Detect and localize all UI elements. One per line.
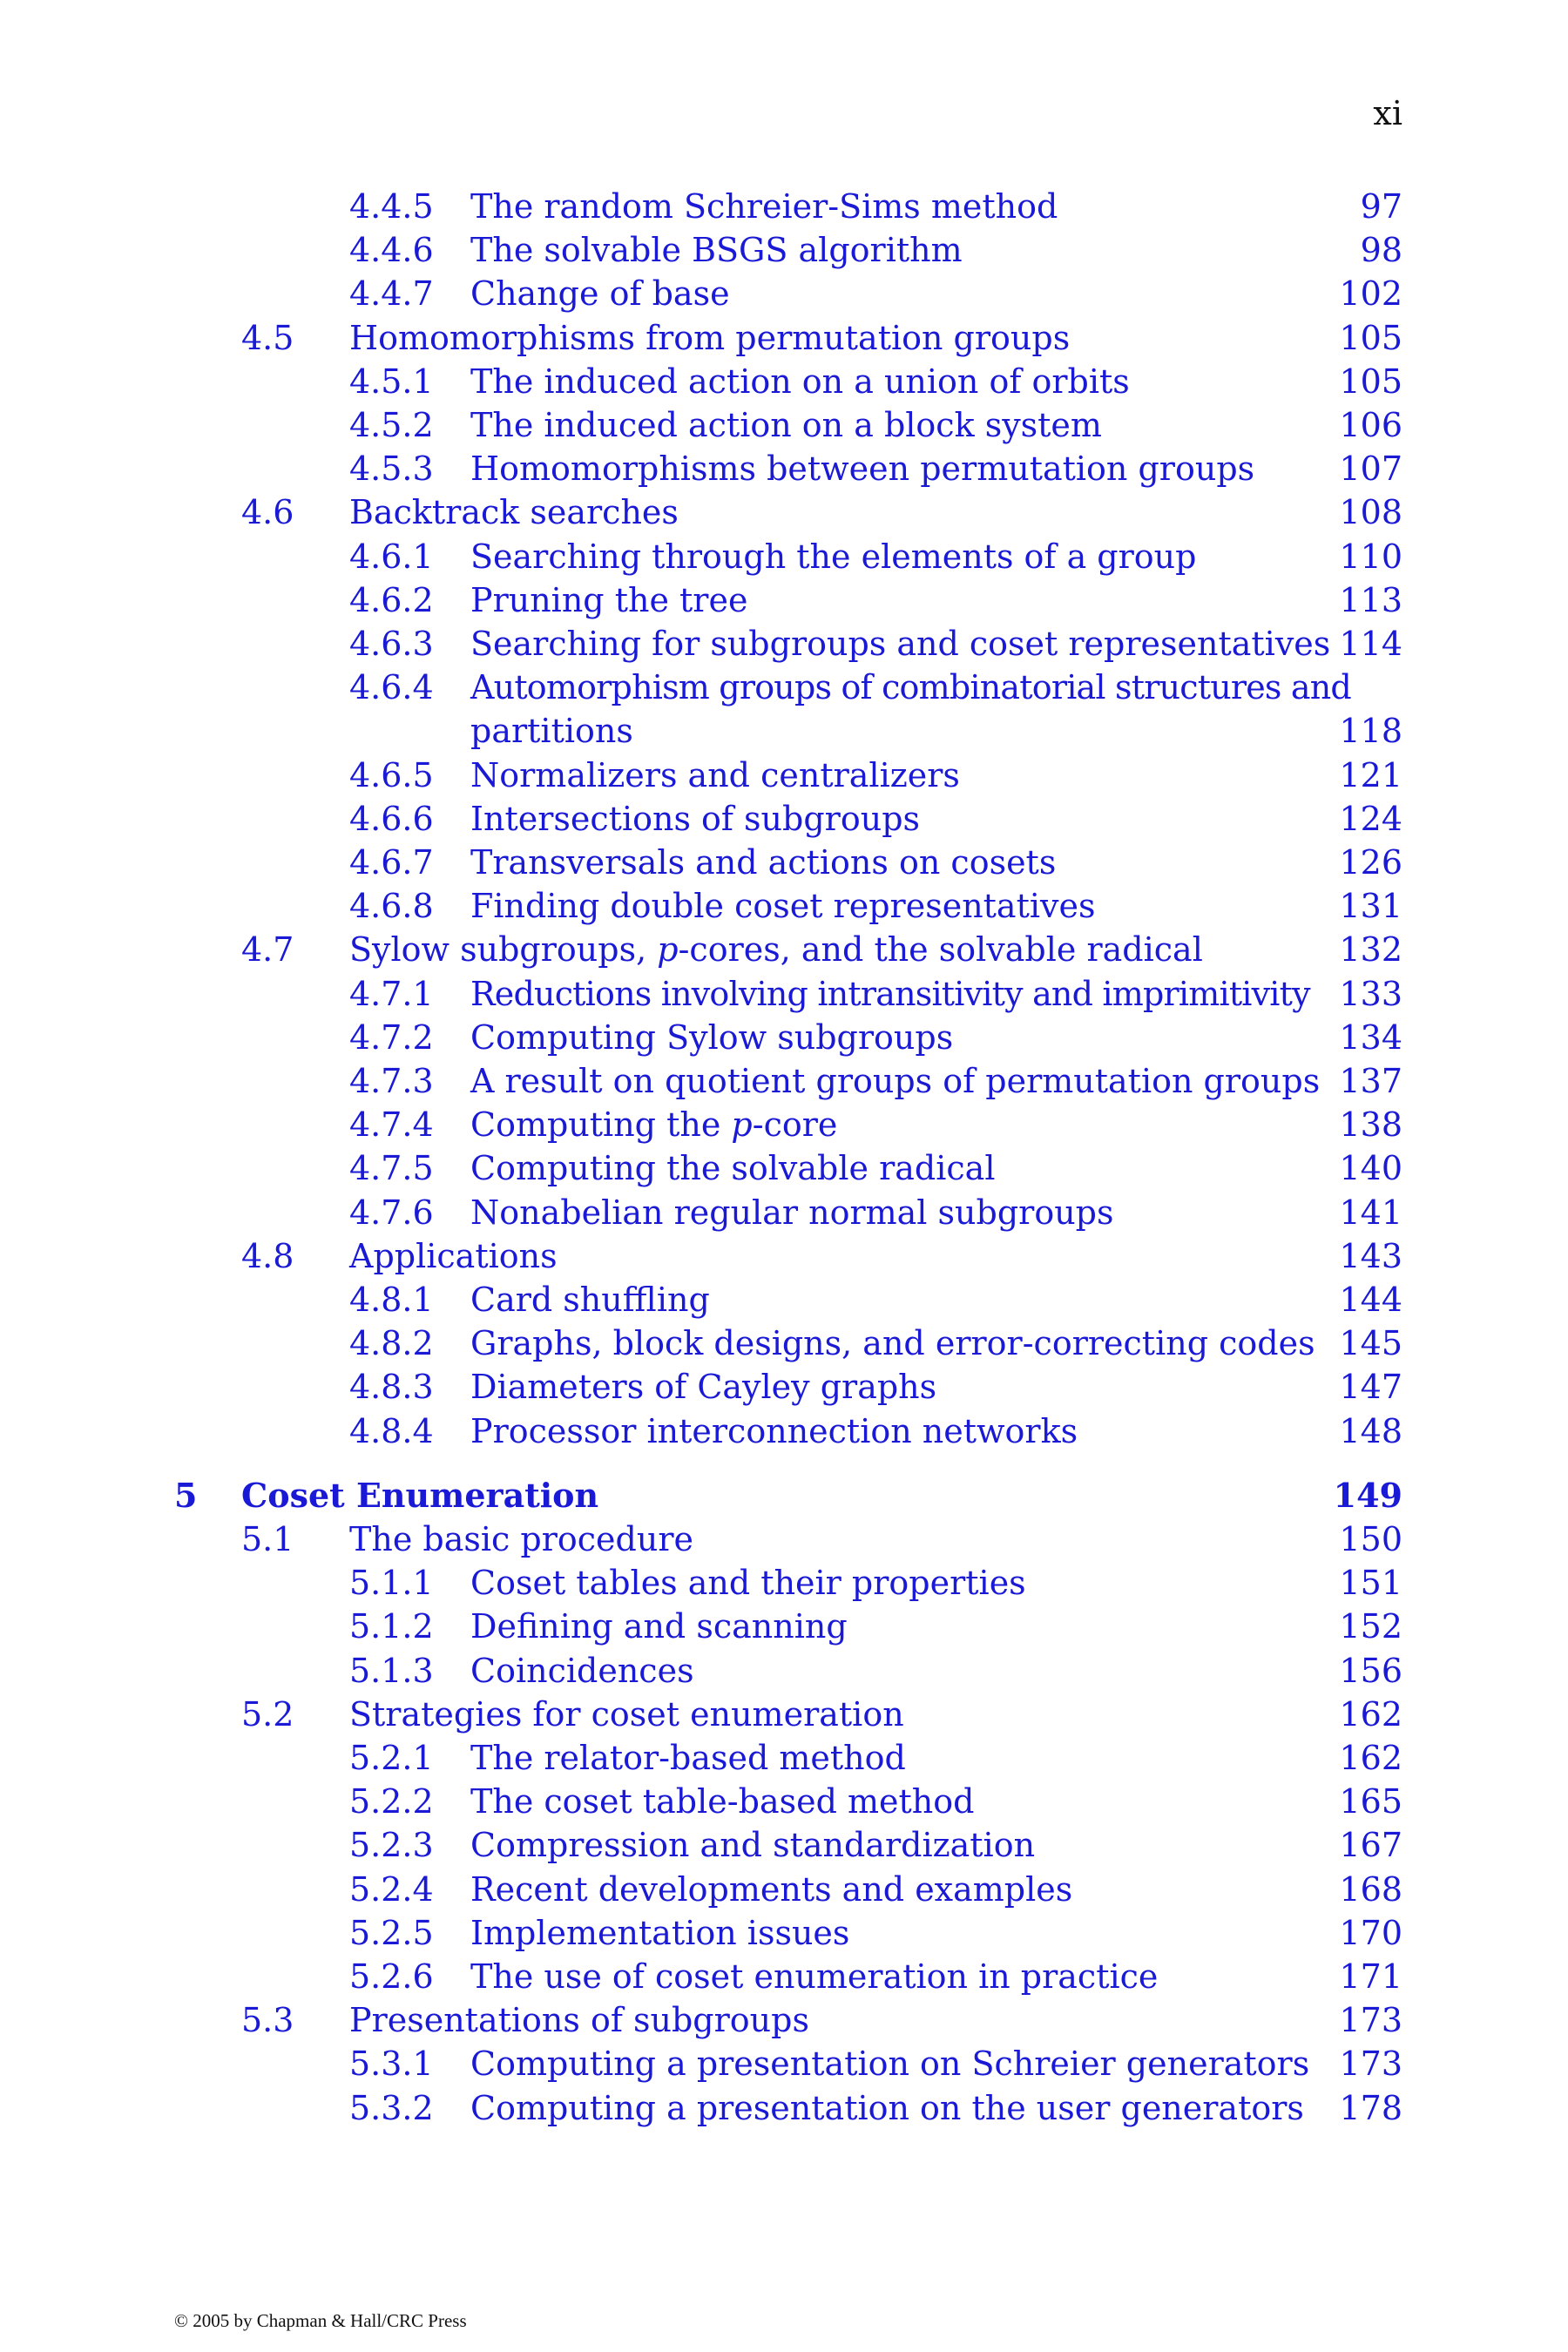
toc-subsection-entry[interactable] <box>0 1868 1568 1911</box>
toc-entry-number: 4.6.5 <box>349 756 434 794</box>
toc-entry-page: 152 <box>1339 1607 1402 1646</box>
toc-subsection-entry[interactable] <box>0 1649 1568 1693</box>
toc-entry-page: 140 <box>1339 1149 1402 1187</box>
toc-subsection-entry[interactable] <box>0 972 1568 1016</box>
toc-subsection-entry[interactable] <box>0 1736 1568 1780</box>
toc-subsection-entry[interactable] <box>0 535 1568 578</box>
toc-entry-title: Card shuffling <box>470 1281 710 1319</box>
toc-entry-number: 4.5.3 <box>349 449 434 488</box>
toc-entry-number: 5.1 <box>241 1520 294 1558</box>
toc-entry-number: 5.2.3 <box>349 1826 434 1864</box>
toc-entry-page: 106 <box>1339 406 1402 444</box>
toc-entry-page: 143 <box>1339 1237 1402 1275</box>
toc-entry-number: 4.7.5 <box>349 1149 434 1187</box>
toc-entry-page: 131 <box>1339 887 1402 925</box>
toc-subsection-entry[interactable] <box>0 1561 1568 1605</box>
toc-subsection-entry[interactable] <box>0 1321 1568 1365</box>
toc-section-entry[interactable] <box>0 1517 1568 1561</box>
toc-entry-number: 4.8.1 <box>349 1281 434 1319</box>
toc-entry-title: Reductions involving intransitivity and imprimitivity <box>470 975 1310 1013</box>
toc-entry-page: 137 <box>1339 1062 1402 1100</box>
toc-entry-page: 156 <box>1339 1652 1402 1690</box>
toc-subsection-entry[interactable] <box>0 1365 1568 1409</box>
toc-entry-title: partitions <box>470 712 633 750</box>
toc-entry-title: Strategies for coset enumeration <box>349 1695 904 1734</box>
toc-entry-title: Computing the solvable radical <box>470 1149 996 1187</box>
toc-entry-number: 4.6.3 <box>349 625 434 663</box>
toc-entry-page: 98 <box>1360 231 1402 269</box>
toc-entry-page: 110 <box>1339 537 1402 576</box>
toc-entry-number: 4.7.4 <box>349 1105 434 1144</box>
toc-entry-title: Change of base <box>470 274 730 313</box>
toc-entry-number: 4.7.6 <box>349 1193 434 1232</box>
toc-subsection-entry[interactable] <box>0 2086 1568 2130</box>
toc-entry-title: Coset tables and their properties <box>470 1564 1026 1602</box>
toc-entry-number: 4.8.4 <box>349 1412 434 1450</box>
toc-entry-page: 162 <box>1339 1695 1402 1734</box>
toc-entry-title: A result on quotient groups of permutation groups <box>470 1062 1321 1100</box>
toc-entry-title: Sylow subgroups, p-cores, and the solvable radical <box>349 930 1203 969</box>
toc-subsection-entry[interactable] <box>0 185 1568 228</box>
toc-entry-number: 4.8.2 <box>349 1324 434 1362</box>
toc-section-entry[interactable] <box>0 928 1568 971</box>
toc-entry-page: 105 <box>1339 362 1402 401</box>
toc-entry-page: 126 <box>1339 843 1402 882</box>
toc-chapter-entry[interactable] <box>0 1474 1568 1517</box>
toc-entry-page: 162 <box>1339 1739 1402 1777</box>
toc-entry-number: 5.1.2 <box>349 1607 434 1646</box>
toc-entry-page: 167 <box>1339 1826 1402 1864</box>
toc-entry-title: Computing a presentation on the user generators <box>470 2089 1304 2127</box>
toc-entry-title: Compression and standardization <box>470 1826 1036 1864</box>
toc-entry-number: 5.1.1 <box>349 1564 434 1602</box>
toc-entry-title: The induced action on a union of orbits <box>470 362 1130 401</box>
toc-entry-page: 97 <box>1360 187 1402 226</box>
toc-subsection-entry[interactable] <box>0 403 1568 447</box>
toc-section-entry[interactable] <box>0 1998 1568 2042</box>
toc-entry-number: 5 <box>174 1476 198 1515</box>
toc-entry-number: 4.8 <box>241 1237 294 1275</box>
toc-entry-number: 4.4.7 <box>349 274 434 313</box>
toc-entry-page: 113 <box>1339 581 1402 619</box>
toc-entry-number: 4.6.7 <box>349 843 434 882</box>
toc-entry-title: Computing the p-core <box>470 1105 838 1144</box>
toc-entry-page: 170 <box>1339 1914 1402 1952</box>
toc-subsection-entry[interactable] <box>0 666 1568 709</box>
toc-entry-page: 145 <box>1339 1324 1402 1362</box>
toc-entry-page: 173 <box>1339 2001 1402 2039</box>
toc-entry-page: 141 <box>1339 1193 1402 1232</box>
toc-entry-number: 5.2.5 <box>349 1914 434 1952</box>
toc-entry-page: 173 <box>1339 2044 1402 2083</box>
toc-entry-page: 168 <box>1339 1870 1402 1909</box>
toc-subsection-entry[interactable] <box>0 622 1568 666</box>
toc-entry-title: Computing Sylow subgroups <box>470 1018 954 1057</box>
toc-entry-page: 149 <box>1333 1476 1402 1515</box>
toc-section-entry[interactable] <box>0 490 1568 534</box>
toc-entry-number: 5.3 <box>241 2001 294 2039</box>
toc-entry-page: 132 <box>1339 930 1402 969</box>
toc-section-entry[interactable] <box>0 1234 1568 1278</box>
toc-entry-number: 4.7.2 <box>349 1018 434 1057</box>
toc-entry-title: The solvable BSGS algorithm <box>470 231 963 269</box>
toc-entry-title: Computing a presentation on Schreier generators <box>470 2044 1310 2083</box>
toc-entry-title: Automorphism groups of combinatorial structures and <box>470 668 1351 706</box>
toc-entry-page: 138 <box>1339 1105 1402 1144</box>
toc-subsection-entry[interactable] <box>0 1780 1568 1823</box>
toc-subsection-entry[interactable] <box>0 884 1568 928</box>
toc-entry-number: 5.2.6 <box>349 1957 434 1996</box>
toc-entry-number: 5.2 <box>241 1695 294 1734</box>
toc-entry-number: 4.4.6 <box>349 231 434 269</box>
toc-entry-title: Searching through the elements of a group <box>470 537 1197 576</box>
toc-entry-title: The relator-based method <box>470 1739 906 1777</box>
toc-subsection-entry[interactable] <box>0 1911 1568 1955</box>
toc-subsection-entry[interactable] <box>0 754 1568 797</box>
toc-entry-title: Homomorphisms between permutation groups <box>470 449 1255 488</box>
toc-entry-number: 4.6.2 <box>349 581 434 619</box>
toc-entry-number: 5.2.2 <box>349 1782 434 1821</box>
toc-subsection-entry[interactable] <box>0 1146 1568 1190</box>
toc-entry-number: 4.8.3 <box>349 1368 434 1406</box>
toc-subsection-entry[interactable] <box>0 228 1568 272</box>
toc-subsection-entry[interactable] <box>0 1955 1568 1998</box>
toc-entry-number: 4.6.4 <box>349 668 434 706</box>
toc-entry-page: 178 <box>1339 2089 1402 2127</box>
toc-entry-page: 151 <box>1339 1564 1402 1602</box>
toc-entry-number: 4.6 <box>241 493 294 531</box>
toc-entry-page: 150 <box>1339 1520 1402 1558</box>
toc-entry-title: Searching for subgroups and coset representatives <box>470 625 1331 663</box>
toc-entry-title: The coset table-based method <box>470 1782 975 1821</box>
toc-entry-page: 124 <box>1339 800 1402 838</box>
page-number: xi <box>1373 94 1402 132</box>
toc-entry-page: 165 <box>1339 1782 1402 1821</box>
toc-entry-page: 133 <box>1339 975 1402 1013</box>
toc-entry-page: 121 <box>1339 756 1402 794</box>
toc-entry-title: Normalizers and centralizers <box>470 756 960 794</box>
toc-subsection-entry[interactable] <box>0 1823 1568 1867</box>
toc-entry-page: 102 <box>1339 274 1402 313</box>
toc-entry-page: 171 <box>1339 1957 1402 1996</box>
toc-entry-title: Recent developments and examples <box>470 1870 1073 1909</box>
toc-entry-continuation[interactable] <box>0 709 1568 753</box>
copyright-footer: © 2005 by Chapman & Hall/CRC Press <box>174 2310 467 2331</box>
toc-entry-page: 107 <box>1339 449 1402 488</box>
toc-subsection-entry[interactable] <box>0 360 1568 403</box>
toc-entry-number: 4.5.2 <box>349 406 434 444</box>
toc-entry-number: 4.6.1 <box>349 537 434 576</box>
toc-entry-page: 148 <box>1339 1412 1402 1450</box>
toc-entry-page: 118 <box>1339 712 1402 750</box>
toc-entry-page: 134 <box>1339 1018 1402 1057</box>
toc-entry-title: Transversals and actions on cosets <box>470 843 1057 882</box>
toc-entry-title: Implementation issues <box>470 1914 850 1952</box>
toc-subsection-entry[interactable] <box>0 1059 1568 1103</box>
toc-subsection-entry[interactable] <box>0 2042 1568 2085</box>
toc-entry-number: 4.5.1 <box>349 362 434 401</box>
toc-entry-number: 5.3.1 <box>349 2044 434 2083</box>
toc-entry-title: Diameters of Cayley graphs <box>470 1368 937 1406</box>
toc-subsection-entry[interactable] <box>0 1016 1568 1059</box>
toc-entry-title: Presentations of subgroups <box>349 2001 809 2039</box>
toc-entry-number: 4.6.6 <box>349 800 434 838</box>
toc-subsection-entry[interactable] <box>0 1278 1568 1321</box>
toc-entry-number: 5.2.1 <box>349 1739 434 1777</box>
toc-entry-page: 105 <box>1339 319 1402 357</box>
toc-entry-title: Coincidences <box>470 1652 694 1690</box>
toc-subsection-entry[interactable] <box>0 272 1568 315</box>
toc-subsection-entry[interactable] <box>0 1103 1568 1146</box>
toc-entry-number: 4.7.1 <box>349 975 434 1013</box>
toc-entry-page: 147 <box>1339 1368 1402 1406</box>
toc-subsection-entry[interactable] <box>0 797 1568 841</box>
toc-entry-title: The use of coset enumeration in practice <box>470 1957 1159 1996</box>
toc-entry-number: 5.3.2 <box>349 2089 434 2127</box>
toc-entry-title: Finding double coset representatives <box>470 887 1096 925</box>
toc-entry-title: The basic procedure <box>349 1520 693 1558</box>
toc-entry-title: Intersections of subgroups <box>470 800 921 838</box>
toc-entry-page: 114 <box>1339 625 1402 663</box>
toc-entry-title: The induced action on a block system <box>470 406 1102 444</box>
toc-entry-title: Homomorphisms from permutation groups <box>349 319 1071 357</box>
toc-subsection-entry[interactable] <box>0 578 1568 622</box>
toc-subsection-entry[interactable] <box>0 1191 1568 1234</box>
toc-entry-title: Nonabelian regular normal subgroups <box>470 1193 1114 1232</box>
toc-entry-title: Defining and scanning <box>470 1607 848 1646</box>
toc-entry-number: 4.4.5 <box>349 187 434 226</box>
toc-entry-title: Processor interconnection networks <box>470 1412 1078 1450</box>
toc-subsection-entry[interactable] <box>0 1409 1568 1453</box>
toc-entry-number: 4.7.3 <box>349 1062 434 1100</box>
toc-entry-title: Coset Enumeration <box>241 1476 599 1515</box>
toc-entry-number: 5.1.3 <box>349 1652 434 1690</box>
toc-section-entry[interactable] <box>0 316 1568 360</box>
toc-entry-number: 4.5 <box>241 319 294 357</box>
toc-subsection-entry[interactable] <box>0 447 1568 490</box>
toc-section-entry[interactable] <box>0 1693 1568 1736</box>
toc-entry-title: Backtrack searches <box>349 493 679 531</box>
toc-entry-title: Pruning the tree <box>470 581 748 619</box>
toc-entry-number: 5.2.4 <box>349 1870 434 1909</box>
toc-subsection-entry[interactable] <box>0 1605 1568 1648</box>
toc-entry-number: 4.7 <box>241 930 294 969</box>
toc-subsection-entry[interactable] <box>0 841 1568 884</box>
toc-entry-page: 108 <box>1339 493 1402 531</box>
toc-entry-title: Graphs, block designs, and error-correcting codes <box>470 1324 1315 1362</box>
toc-entry-page: 144 <box>1339 1281 1402 1319</box>
toc-entry-title: Applications <box>349 1237 558 1275</box>
toc-entry-title: The random Schreier-Sims method <box>470 187 1058 226</box>
toc-entry-number: 4.6.8 <box>349 887 434 925</box>
